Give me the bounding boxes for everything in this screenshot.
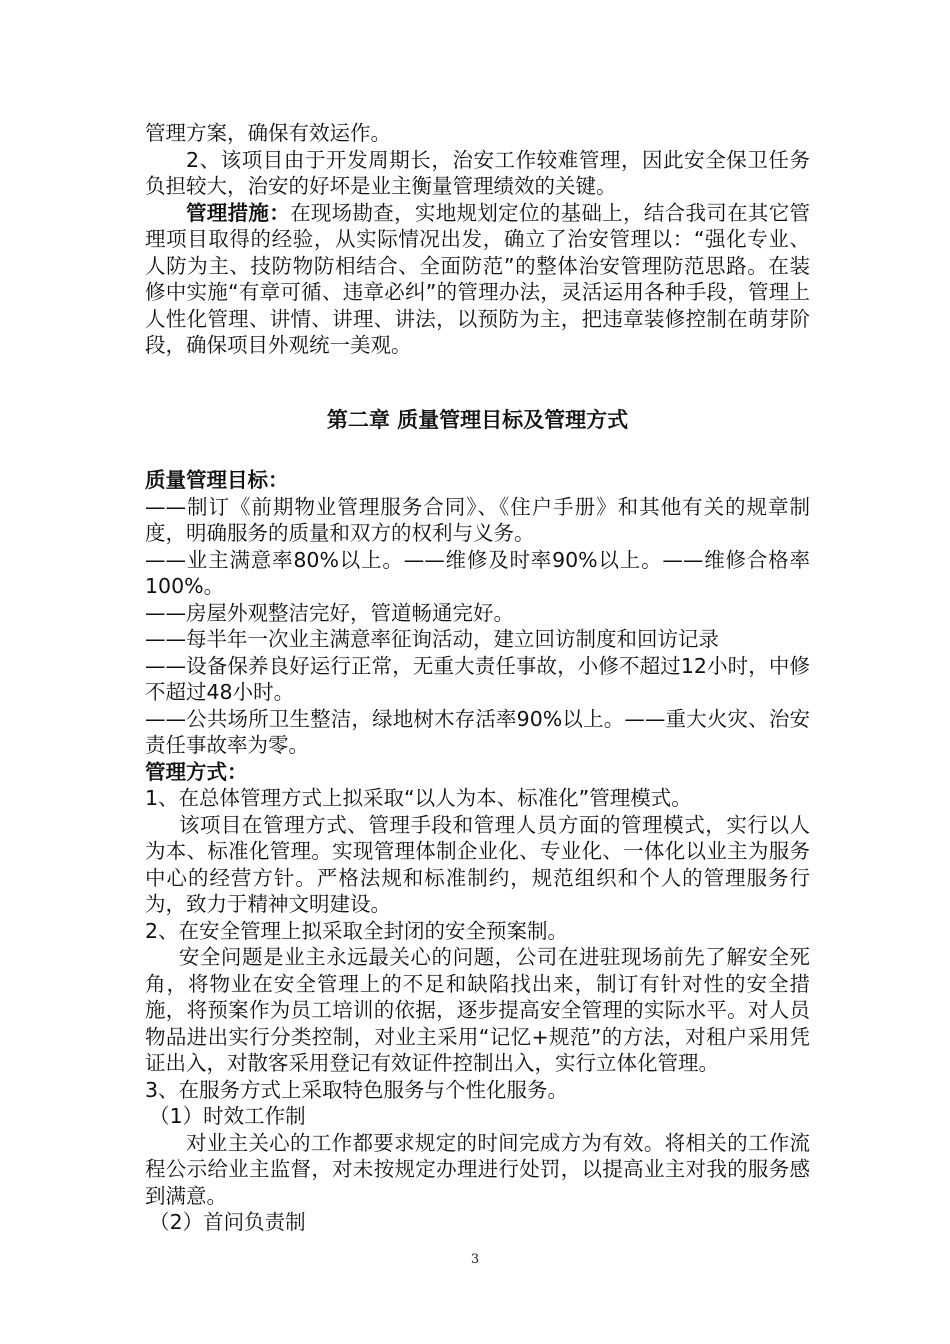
method-1-body: 该项目在管理方式、管理手段和管理人员方面的管理模式，实行以人为本、标准化管理。实现管理体制企业化、专业化、一体化以业主为服务中心的经营方针。严格法规和标准制约，规范组织和个人的管理服务行为，致力于精神文明建设。: [145, 812, 810, 916]
method-3-title: 3、在服务方式上采取特色服务与个性化服务。: [145, 1077, 569, 1102]
goal-item: ——制订《前期物业管理服务合同》、《住户手册》和其他有关的规章制度，明确服务的质量和双方的权利与义务。: [145, 494, 810, 545]
page-body: [145, 120, 810, 1236]
paragraph-continuation: 管理方案，确保有效运作。: [145, 121, 391, 145]
goal-item: ——房屋外观整洁完好，管道畅通完好。: [145, 600, 514, 625]
measures-label: 管理措施：: [186, 200, 291, 225]
goal-item: ——业主满意率80%以上。——维修及时率90%以上。——维修合格率100%。: [145, 547, 810, 598]
sub-item-1-body: 对业主关心的工作都要求规定的时间完成方为有效。将相关的工作流程公示给业主监督，对未按规定办理进行处罚，以提高业主对我的服务感到满意。: [145, 1130, 810, 1208]
methods-heading: 管理方式：: [145, 759, 248, 784]
method-2-title: 2、在安全管理上拟采取全封闭的安全预案制。: [145, 918, 569, 943]
paragraph-management-measures: [145, 200, 810, 359]
goal-item: ——每半年一次业主满意率征询活动，建立回访制度和回访记录: [145, 627, 719, 651]
page-number: 3: [470, 1252, 480, 1267]
goal-item: ——设备保养良好运行正常，无重大责任事故，小修不超过12小时，中修不超过48小时。: [145, 653, 810, 704]
measures-text: 在现场勘查，实地规划定位的基础上，结合我司在其它管理项目取得的经验，从实际情况出发，确立了治安管理以：“强化专业、人防为主、技防物防相结合、全面防范”的整体治安管理防范思路。在装修中实施“有章可循、违章必纠”的管理办法，灵活运用各种手段，管理上人性化管理、讲情、讲理、讲法，以预防为主，把违章装修控制在萌芽阶段，确保项目外观统一美观。: [145, 200, 811, 357]
method-2-body: 安全问题是业主永远最关心的问题，公司在进驻现场前先了解安全死角，将物业在安全管理上的不足和缺陷找出来，制订有针对性的安全措施，将预案作为员工培训的依据，逐步提高安全管理的实际水平。对人员物品进出实行分类控制，对业主采用“记忆+规范”的方法，对租户采用凭证出入，对散客采用登记有效证件控制出入，实行立体化管理。: [145, 945, 810, 1075]
sub-item-2-title: （2）首问负责制: [149, 1210, 306, 1234]
chapter-title: 第二章 质量管理目标及管理方式: [326, 407, 629, 432]
goal-item: ——公共场所卫生整洁，绿地树木存活率90%以上。——重大火灾、治安责任事故率为零。: [145, 706, 810, 757]
goals-heading: 质量管理目标：: [145, 468, 289, 492]
paragraph-security-task: 2、该项目由于开发周期长，治安工作较难管理，因此安全保卫任务负担较大，治安的好坏是业主衡量管理绩效的关键。: [145, 147, 810, 198]
sub-item-1-title: （1）时效工作制: [149, 1104, 306, 1128]
method-1-title: 1、在总体管理方式上拟采取“以人为本、标准化”管理模式。: [145, 786, 692, 810]
